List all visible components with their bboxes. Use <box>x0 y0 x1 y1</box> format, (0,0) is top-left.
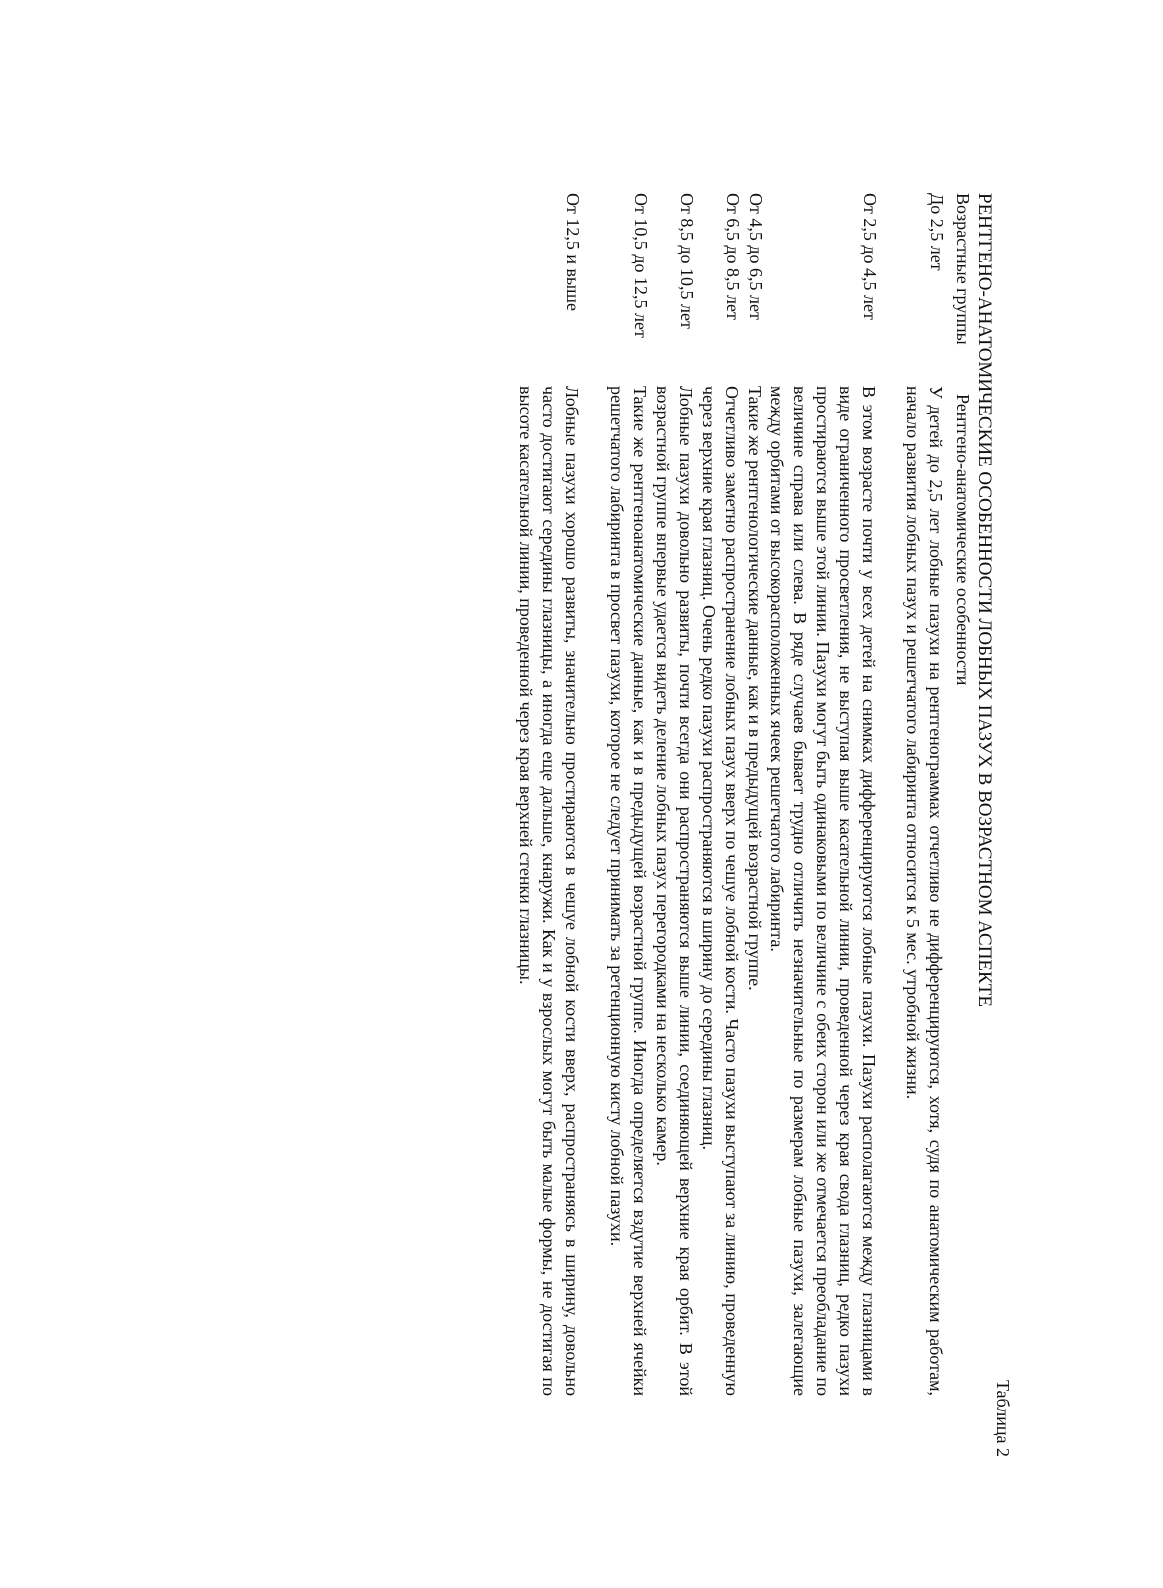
row-1-age: До 2,5 лет <box>927 193 947 271</box>
row-2-description: В этом возрасте почти у всех детей на снимках дифференцируются лобные пазухи. Пазухи располагаются между глазницами в виде ограниченного просветления, не выступая выше касательной линии, проведенной через края свода глазниц, редко пазухи простираются выше этой линии. Пазухи могут быть одинаковыми по величине с обеих сторон или же отмечается преобладание по величине справа или слева. В ряде случаев бывает трудно отличить незначительные по размерам лобные пазухи, залегающие между орбитами от высокорасположенных ячеек решетчатого лабиринта. <box>767 386 879 1396</box>
row-3-age: От 4,5 до 6,5 лет <box>746 193 766 320</box>
row-4-age: От 6,5 до 8,5 лет <box>723 193 743 320</box>
row-2-age: От 2,5 до 4,5 лет <box>860 193 880 320</box>
row-6-age: От 10,5 до 12,5 лет <box>631 193 651 338</box>
row-3-description: Такие же рентгенологические данные, как и в предыдущей возрастной группе. <box>745 386 765 991</box>
row-4-description: Отчетливо заметно распространение лобных пазух вверх по чешуе лобной кости. Часто пазухи выступают за линию, проведенную через верхние края глазниц. Очень редко пазухи распространяются в ширину до середины глазниц. <box>699 386 742 1396</box>
table-label: Таблица 2 <box>993 1380 1013 1457</box>
row-5-age: От 8,5 до 10,5 лет <box>677 193 697 329</box>
row-7-age: От 12,5 и выше <box>563 193 583 311</box>
table-title: РЕНТГЕНО-АНАТОМИЧЕСКИЕ ОСОБЕННОСТИ ЛОБНЫХ ПАЗУХ В ВОЗРАСТНОМ АСПЕКТЕ <box>974 193 995 1007</box>
column-header-features: Рентгено-анатомические особенности <box>953 394 973 686</box>
row-1-description: У детей до 2,5 лет лобные пазухи на рентгенограммах отчетливо не дифференцируются, хотя, судя по анатомическим работам, начало развития лобных пазух и решетчатого лабиринта относится к 5 мес. утробной жизни. <box>903 386 946 1396</box>
row-6-description: Такие же рентгеноанатомические данные, как и в предыдущей возрастной группе. Иногда определяется вздутие верхней ячейки решетчатого лабиринта в просвет пазухи, которое не следует принимать за ретенционную кисту лобной пазухи. <box>607 386 650 1396</box>
column-header-age-groups: Возрастные группы <box>953 193 973 345</box>
row-5-description: Лобные пазухи довольно развиты, почти всегда они распространяются выше линии, соединяющей верхние края орбит. В этой возрастной группе впервые удается видеть деление лобных пазух перегородками на несколько камер. <box>653 386 696 1396</box>
row-7-description: Лобные пазухи хорошо развиты, значительно простираются в чешуе лобной кости вверх, распространяясь в ширину, довольно часто достигают середины глазницы, а иногда еще дальше, кнаружи. Как и у взрослых могут быть малые формы, не достигая по высоте касательной линии, проведенной через края верхней стенки глазницы. <box>516 386 582 1396</box>
